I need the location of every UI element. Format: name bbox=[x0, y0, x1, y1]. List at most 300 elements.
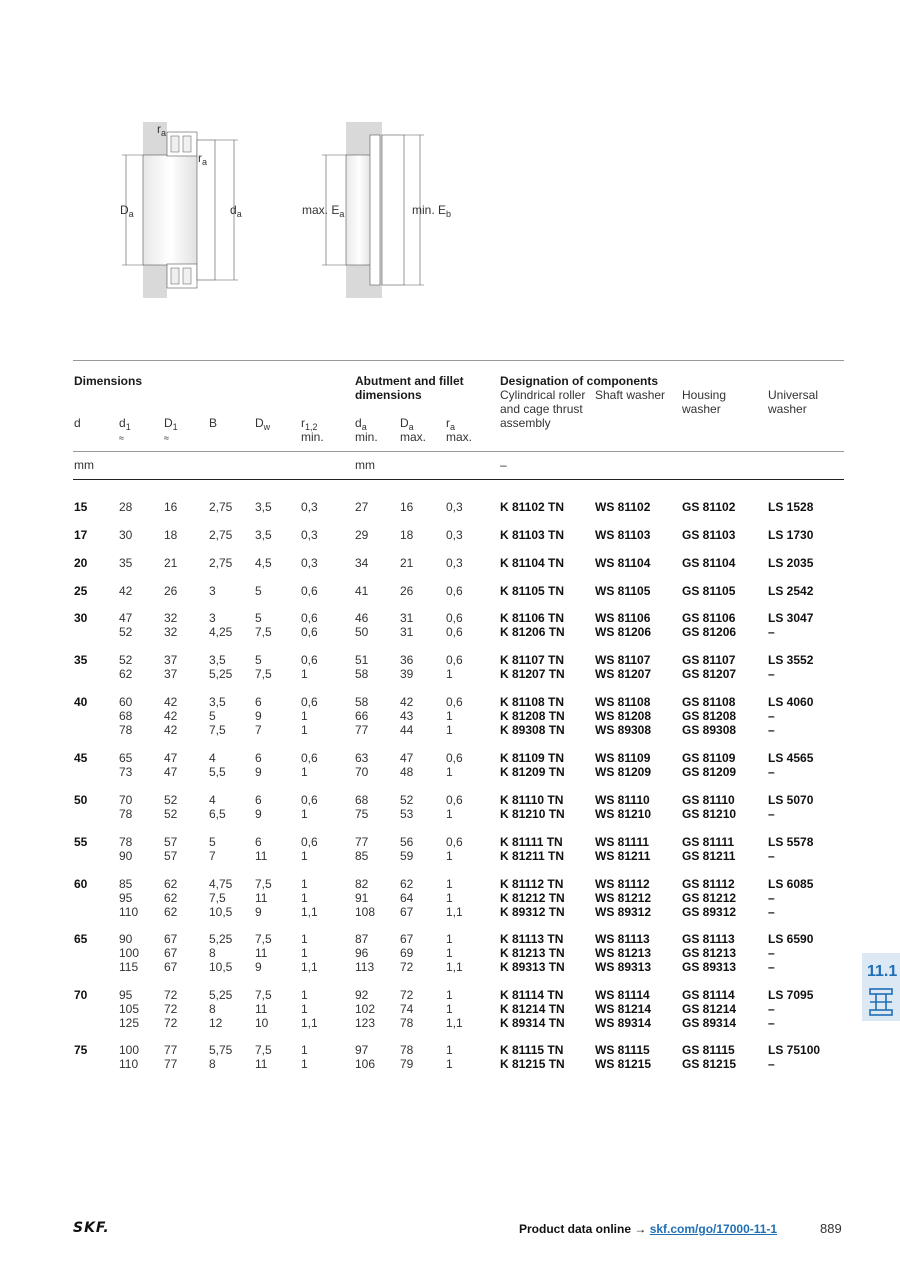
cell-da: 77 bbox=[355, 835, 369, 849]
table-header-rule bbox=[73, 451, 844, 452]
cell-gs: GS 89312 bbox=[682, 905, 737, 919]
cell-D1: 62 bbox=[164, 877, 178, 891]
cell-D1: 18 bbox=[164, 528, 178, 542]
cell-ws: WS 89314 bbox=[595, 1016, 652, 1030]
cell-gs: GS 81211 bbox=[682, 849, 736, 863]
cell-Dw: 9 bbox=[255, 765, 262, 779]
cell-da: 96 bbox=[355, 946, 369, 960]
cell-r: 1 bbox=[301, 765, 308, 779]
cell-Dw: 9 bbox=[255, 960, 262, 974]
cell-B: 7 bbox=[209, 849, 216, 863]
cell-D1: 26 bbox=[164, 584, 178, 598]
cell-cyl: K 81214 TN bbox=[500, 1002, 565, 1016]
cell-ws: WS 81104 bbox=[595, 556, 651, 570]
cell-D1: 77 bbox=[164, 1043, 178, 1057]
bore-diameter: 25 bbox=[74, 584, 88, 598]
cell-Dw: 7,5 bbox=[255, 988, 272, 1002]
cell-D1: 62 bbox=[164, 905, 178, 919]
header-universal-washer: Universal washer bbox=[768, 388, 819, 416]
cell-da: 46 bbox=[355, 611, 369, 625]
cell-ls: LS 6590 bbox=[768, 932, 814, 946]
cell-B: 5,75 bbox=[209, 1043, 233, 1057]
bore-diameter: 17 bbox=[74, 528, 88, 542]
cell-ws: WS 81211 bbox=[595, 849, 651, 863]
col-d1: $d_1$ ≈ bbox=[119, 416, 131, 443]
label-Da: $D_a$ bbox=[120, 203, 134, 219]
cell-B: 4 bbox=[209, 751, 216, 765]
cell-gs: GS 81209 bbox=[682, 765, 737, 779]
cell-ws: WS 81214 bbox=[595, 1002, 652, 1016]
cell-D1: 52 bbox=[164, 793, 178, 807]
cell-gs: GS 81215 bbox=[682, 1057, 737, 1071]
cell-D1: 72 bbox=[164, 1002, 178, 1016]
cell-Da: 74 bbox=[400, 1002, 414, 1016]
cell-ws: WS 89312 bbox=[595, 905, 652, 919]
header-designation: Designation of components bbox=[500, 374, 659, 388]
cell-Da: 56 bbox=[400, 835, 414, 849]
cell-da: 29 bbox=[355, 528, 369, 542]
cell-d1: 90 bbox=[119, 932, 133, 946]
cell-ws: WS 81110 bbox=[595, 793, 650, 807]
cell-ls-dash: – bbox=[768, 1016, 775, 1030]
cell-gs: GS 81214 bbox=[682, 1002, 737, 1016]
cell-ws: WS 81114 bbox=[595, 988, 650, 1002]
cell-Da: 48 bbox=[400, 765, 414, 779]
drawing-left bbox=[122, 122, 238, 298]
header-dimensions: Dimensions bbox=[74, 374, 143, 388]
cell-B: 2,75 bbox=[209, 528, 233, 542]
cell-r: 1,1 bbox=[301, 960, 318, 974]
cell-ws: WS 81102 bbox=[595, 500, 651, 514]
cell-d1: 78 bbox=[119, 835, 133, 849]
cell-gs: GS 81108 bbox=[682, 695, 736, 709]
cell-ls-dash: – bbox=[768, 667, 775, 681]
cell-Da: 62 bbox=[400, 877, 414, 891]
cell-Dw: 6 bbox=[255, 835, 262, 849]
cell-ra: 1,1 bbox=[446, 960, 463, 974]
cell-da: 102 bbox=[355, 1002, 376, 1016]
cell-ls: LS 5578 bbox=[768, 835, 814, 849]
cell-Da: 72 bbox=[400, 960, 414, 974]
cell-ls-dash: – bbox=[768, 625, 775, 639]
cell-D1: 72 bbox=[164, 988, 178, 1002]
cell-r: 1 bbox=[301, 877, 308, 891]
cell-ws: WS 81112 bbox=[595, 877, 650, 891]
cell-d1: 73 bbox=[119, 765, 133, 779]
cell-D1: 57 bbox=[164, 849, 178, 863]
cell-Da: 52 bbox=[400, 793, 414, 807]
cell-gs: GS 81208 bbox=[682, 709, 737, 723]
cell-Da: 79 bbox=[400, 1057, 414, 1071]
cell-cyl: K 81104 TN bbox=[500, 556, 565, 570]
cell-ra: 1 bbox=[446, 1057, 453, 1071]
cell-cyl: K 81207 TN bbox=[500, 667, 565, 681]
cell-ws: WS 81109 bbox=[595, 751, 651, 765]
cell-r: 1 bbox=[301, 1043, 308, 1057]
cell-Dw: 7,5 bbox=[255, 667, 272, 681]
cell-ws: WS 81210 bbox=[595, 807, 652, 821]
cell-B: 10,5 bbox=[209, 905, 233, 919]
cell-Dw: 11 bbox=[255, 946, 268, 960]
cell-gs: GS 81112 bbox=[682, 877, 735, 891]
cell-ra: 1 bbox=[446, 709, 453, 723]
cell-ra: 1 bbox=[446, 1043, 453, 1057]
cell-ls-dash: – bbox=[768, 807, 775, 821]
cell-cyl: K 81213 TN bbox=[500, 946, 565, 960]
header-abutment: Abutment and fillet dimensions bbox=[355, 374, 464, 402]
cell-B: 7,5 bbox=[209, 723, 226, 737]
cell-d1: 110 bbox=[119, 905, 139, 919]
cell-gs: GS 81110 bbox=[682, 793, 735, 807]
cell-Da: 36 bbox=[400, 653, 414, 667]
cell-r: 1 bbox=[301, 807, 308, 821]
cell-D1: 77 bbox=[164, 1057, 178, 1071]
bore-diameter: 20 bbox=[74, 556, 88, 570]
cell-cyl: K 81102 TN bbox=[500, 500, 565, 514]
cell-Da: 42 bbox=[400, 695, 414, 709]
cell-da: 77 bbox=[355, 723, 369, 737]
cell-Dw: 3,5 bbox=[255, 528, 272, 542]
cell-Da: 31 bbox=[400, 611, 414, 625]
cell-B: 7,5 bbox=[209, 891, 226, 905]
cell-da: 91 bbox=[355, 891, 369, 905]
cell-ra: 0,6 bbox=[446, 625, 463, 639]
cell-B: 6,5 bbox=[209, 807, 226, 821]
cell-da: 63 bbox=[355, 751, 369, 765]
cell-Da: 59 bbox=[400, 849, 414, 863]
cell-d1: 68 bbox=[119, 709, 133, 723]
cell-Da: 53 bbox=[400, 807, 414, 821]
unit-mm-abutment: mm bbox=[355, 458, 375, 472]
cell-Dw: 3,5 bbox=[255, 500, 272, 514]
cell-ls: LS 1528 bbox=[768, 500, 814, 514]
cell-ls: LS 2542 bbox=[768, 584, 814, 598]
header-shaft-washer: Shaft washer bbox=[595, 388, 666, 402]
cell-da: 50 bbox=[355, 625, 369, 639]
cell-gs: GS 81103 bbox=[682, 528, 736, 542]
cell-B: 12 bbox=[209, 1016, 223, 1030]
col-D1: $D_1$ ≈ bbox=[164, 416, 178, 443]
cell-d1: 105 bbox=[119, 1002, 140, 1016]
cell-ls: LS 75100 bbox=[768, 1043, 821, 1057]
cell-gs: GS 81212 bbox=[682, 891, 737, 905]
cell-Da: 78 bbox=[400, 1016, 414, 1030]
cell-B: 4 bbox=[209, 793, 216, 807]
cell-ws: WS 81206 bbox=[595, 625, 652, 639]
cell-B: 5,5 bbox=[209, 765, 226, 779]
cell-Dw: 5 bbox=[255, 584, 262, 598]
cell-ws: WS 81208 bbox=[595, 709, 652, 723]
cell-D1: 47 bbox=[164, 765, 178, 779]
cell-Da: 64 bbox=[400, 891, 414, 905]
cell-B: 5,25 bbox=[209, 667, 233, 681]
cell-ls-dash: – bbox=[768, 723, 775, 737]
cell-ls: LS 1730 bbox=[768, 528, 814, 542]
cell-ra: 1 bbox=[446, 877, 453, 891]
cell-D1: 52 bbox=[164, 807, 178, 821]
cell-Da: 21 bbox=[400, 556, 414, 570]
cell-B: 4,25 bbox=[209, 625, 233, 639]
bore-diameter: 35 bbox=[74, 653, 88, 667]
cell-r: 0,3 bbox=[301, 528, 318, 542]
cell-Dw: 6 bbox=[255, 793, 262, 807]
cell-D1: 42 bbox=[164, 723, 178, 737]
cell-gs: GS 81105 bbox=[682, 584, 736, 598]
cell-gs: GS 81104 bbox=[682, 556, 736, 570]
cell-ws: WS 81213 bbox=[595, 946, 652, 960]
cell-Dw: 7 bbox=[255, 723, 262, 737]
cell-d1: 52 bbox=[119, 625, 133, 639]
cell-gs: GS 81210 bbox=[682, 807, 737, 821]
section-number: 11.1 bbox=[867, 963, 898, 980]
cell-B: 2,75 bbox=[209, 500, 233, 514]
cell-cyl: K 81107 TN bbox=[500, 653, 565, 667]
cell-D1: 72 bbox=[164, 1016, 178, 1030]
cell-cyl: K 81106 TN bbox=[500, 611, 565, 625]
cell-d1: 115 bbox=[119, 960, 139, 974]
cell-cyl: K 81209 TN bbox=[500, 765, 565, 779]
cell-cyl: K 81112 TN bbox=[500, 877, 564, 891]
cell-Dw: 7,5 bbox=[255, 877, 272, 891]
cell-cyl: K 81105 TN bbox=[500, 584, 565, 598]
cell-ws: WS 81103 bbox=[595, 528, 651, 542]
cell-r: 1 bbox=[301, 1002, 308, 1016]
cell-Da: 69 bbox=[400, 946, 414, 960]
cell-B: 3 bbox=[209, 611, 216, 625]
cell-r: 1 bbox=[301, 988, 308, 1002]
cell-r: 0,6 bbox=[301, 653, 318, 667]
cell-ra: 1 bbox=[446, 946, 453, 960]
cell-gs: GS 89308 bbox=[682, 723, 737, 737]
cell-D1: 42 bbox=[164, 709, 178, 723]
cell-d1: 65 bbox=[119, 751, 133, 765]
cell-B: 5,25 bbox=[209, 988, 233, 1002]
cell-Dw: 11 bbox=[255, 1057, 268, 1071]
cell-Da: 67 bbox=[400, 905, 414, 919]
cell-ws: WS 81108 bbox=[595, 695, 651, 709]
cell-gs: GS 81109 bbox=[682, 751, 736, 765]
cell-ra: 0,3 bbox=[446, 500, 463, 514]
cell-ra: 1 bbox=[446, 765, 453, 779]
cell-ws: WS 81215 bbox=[595, 1057, 652, 1071]
cell-da: 97 bbox=[355, 1043, 369, 1057]
cell-d1: 125 bbox=[119, 1016, 140, 1030]
col-Dw: $D_w$ bbox=[255, 416, 271, 432]
cell-d1: 52 bbox=[119, 653, 133, 667]
cell-Dw: 6 bbox=[255, 695, 262, 709]
cell-D1: 67 bbox=[164, 932, 178, 946]
cell-ws: WS 81107 bbox=[595, 653, 651, 667]
unit-designation: – bbox=[500, 458, 507, 472]
cell-gs: GS 81102 bbox=[682, 500, 736, 514]
cell-d1: 60 bbox=[119, 695, 133, 709]
cell-r: 1 bbox=[301, 932, 308, 946]
cell-ls-dash: – bbox=[768, 849, 775, 863]
thrust-bearing-icon bbox=[869, 988, 893, 1016]
bore-diameter: 50 bbox=[74, 793, 88, 807]
cell-d1: 100 bbox=[119, 1043, 140, 1057]
bore-diameter: 70 bbox=[74, 988, 88, 1002]
cell-Da: 26 bbox=[400, 584, 414, 598]
cell-B: 3,5 bbox=[209, 695, 226, 709]
cell-ls: LS 5070 bbox=[768, 793, 814, 807]
cell-Dw: 9 bbox=[255, 807, 262, 821]
cell-da: 70 bbox=[355, 765, 369, 779]
cell-Da: 44 bbox=[400, 723, 414, 737]
cell-r: 1 bbox=[301, 891, 308, 905]
cell-ra: 0,6 bbox=[446, 695, 463, 709]
cell-Dw: 5 bbox=[255, 611, 262, 625]
col-d: d bbox=[74, 416, 81, 430]
cell-ls-dash: – bbox=[768, 709, 775, 723]
cell-ra: 1 bbox=[446, 849, 453, 863]
cell-d1: 100 bbox=[119, 946, 140, 960]
cell-r: 1 bbox=[301, 946, 308, 960]
cell-ra: 1 bbox=[446, 807, 453, 821]
cell-r: 0,3 bbox=[301, 500, 318, 514]
cell-cyl: K 81211 TN bbox=[500, 849, 565, 863]
cell-d1: 95 bbox=[119, 891, 133, 905]
cell-r: 0,6 bbox=[301, 625, 318, 639]
cell-da: 68 bbox=[355, 793, 369, 807]
cell-r: 0,6 bbox=[301, 793, 318, 807]
cell-da: 92 bbox=[355, 988, 369, 1002]
cell-Da: 18 bbox=[400, 528, 414, 542]
section-tab[interactable] bbox=[862, 953, 900, 1021]
cell-ra: 1 bbox=[446, 1002, 453, 1016]
cell-ra: 0,6 bbox=[446, 751, 463, 765]
cell-ra: 0,6 bbox=[446, 584, 463, 598]
cell-da: 108 bbox=[355, 905, 376, 919]
cell-ra: 1 bbox=[446, 891, 453, 905]
cell-d1: 95 bbox=[119, 988, 133, 1002]
cell-da: 113 bbox=[355, 960, 375, 974]
cell-cyl: K 89312 TN bbox=[500, 905, 565, 919]
cell-d1: 90 bbox=[119, 849, 133, 863]
cell-cyl: K 89314 TN bbox=[500, 1016, 565, 1030]
cell-B: 10,5 bbox=[209, 960, 233, 974]
cell-D1: 16 bbox=[164, 500, 178, 514]
bore-diameter: 65 bbox=[74, 932, 88, 946]
cell-Dw: 7,5 bbox=[255, 625, 272, 639]
cell-gs: GS 81114 bbox=[682, 988, 735, 1002]
cell-d1: 78 bbox=[119, 807, 133, 821]
cell-da: 27 bbox=[355, 500, 369, 514]
cell-cyl: K 81210 TN bbox=[500, 807, 565, 821]
cell-Dw: 6 bbox=[255, 751, 262, 765]
cell-ws: WS 81209 bbox=[595, 765, 652, 779]
col-Da: $D_a$ max. bbox=[400, 416, 427, 444]
cell-r: 0,6 bbox=[301, 695, 318, 709]
cell-ls-dash: – bbox=[768, 891, 775, 905]
cell-B: 4,75 bbox=[209, 877, 233, 891]
cell-ws: WS 81111 bbox=[595, 835, 650, 849]
cell-Dw: 11 bbox=[255, 891, 268, 905]
cell-r: 1,1 bbox=[301, 905, 318, 919]
cell-r: 0,6 bbox=[301, 751, 318, 765]
bore-diameter: 45 bbox=[74, 751, 88, 765]
cell-ra: 1,1 bbox=[446, 905, 463, 919]
cell-ls: LS 4565 bbox=[768, 751, 814, 765]
cell-ls-dash: – bbox=[768, 765, 775, 779]
cell-ls-dash: – bbox=[768, 960, 775, 974]
cell-Da: 72 bbox=[400, 988, 414, 1002]
cell-da: 85 bbox=[355, 849, 369, 863]
cell-ws: WS 81207 bbox=[595, 667, 652, 681]
cell-ls: LS 3552 bbox=[768, 653, 814, 667]
cell-cyl: K 81208 TN bbox=[500, 709, 565, 723]
cell-D1: 47 bbox=[164, 751, 178, 765]
cell-ra: 0,6 bbox=[446, 653, 463, 667]
page-number: 889 bbox=[820, 1221, 842, 1236]
cell-r: 1,1 bbox=[301, 1016, 318, 1030]
cell-D1: 62 bbox=[164, 891, 178, 905]
cell-cyl: K 89308 TN bbox=[500, 723, 565, 737]
cell-gs: GS 81113 bbox=[682, 932, 735, 946]
cell-ls: LS 4060 bbox=[768, 695, 814, 709]
unit-mm-dimensions: mm bbox=[74, 458, 94, 472]
arrow-right-icon: → bbox=[634, 1222, 647, 1236]
cell-Dw: 5 bbox=[255, 653, 262, 667]
cell-ls: LS 6085 bbox=[768, 877, 814, 891]
cell-B: 5 bbox=[209, 709, 216, 723]
cell-r: 0,6 bbox=[301, 611, 318, 625]
cell-r: 1 bbox=[301, 849, 308, 863]
cell-ra: 0,6 bbox=[446, 835, 463, 849]
cell-cyl: K 81212 TN bbox=[500, 891, 565, 905]
cell-gs: GS 81107 bbox=[682, 653, 736, 667]
cell-D1: 21 bbox=[164, 556, 178, 570]
cell-B: 3,5 bbox=[209, 653, 226, 667]
cell-gs: GS 81207 bbox=[682, 667, 737, 681]
label-min-Eb: min. $E_b$ bbox=[412, 203, 452, 219]
cell-gs: GS 81106 bbox=[682, 611, 736, 625]
cell-ws: WS 81212 bbox=[595, 891, 652, 905]
cell-d1: 47 bbox=[119, 611, 133, 625]
cell-d1: 110 bbox=[119, 1057, 139, 1071]
cell-da: 34 bbox=[355, 556, 369, 570]
label-ra-top: $r_a$ bbox=[157, 122, 167, 138]
col-B: B bbox=[209, 416, 218, 430]
header-cylindrical: Cylindrical roller and cage thrust assembly bbox=[500, 388, 586, 430]
product-data-link[interactable]: skf.com/go/17000-11-1 bbox=[649, 1222, 778, 1236]
cell-B: 8 bbox=[209, 1057, 216, 1071]
cell-Dw: 11 bbox=[255, 849, 268, 863]
product-data-online: Product data online → skf.com/go/17000-11-1 bbox=[519, 1222, 778, 1236]
bore-diameter: 40 bbox=[74, 695, 88, 709]
cell-cyl: K 81108 TN bbox=[500, 695, 565, 709]
cell-B: 2,75 bbox=[209, 556, 233, 570]
mounting-dimension-drawings bbox=[100, 110, 460, 310]
bore-diameter: 60 bbox=[74, 877, 88, 891]
cell-B: 8 bbox=[209, 946, 216, 960]
cell-Dw: 11 bbox=[255, 1002, 268, 1016]
cell-ws: WS 81105 bbox=[595, 584, 651, 598]
cell-d1: 70 bbox=[119, 793, 133, 807]
skf-logo: SKF. bbox=[73, 1220, 110, 1236]
cell-ra: 1 bbox=[446, 667, 453, 681]
cell-D1: 32 bbox=[164, 611, 178, 625]
table-unit-rule bbox=[73, 479, 844, 480]
table-top-rule bbox=[73, 360, 844, 361]
cell-r: 1 bbox=[301, 667, 308, 681]
cell-Da: 31 bbox=[400, 625, 414, 639]
cell-Da: 67 bbox=[400, 932, 414, 946]
cell-cyl: K 81103 TN bbox=[500, 528, 565, 542]
cell-ra: 1 bbox=[446, 988, 453, 1002]
cell-da: 58 bbox=[355, 695, 369, 709]
cell-d1: 62 bbox=[119, 667, 133, 681]
